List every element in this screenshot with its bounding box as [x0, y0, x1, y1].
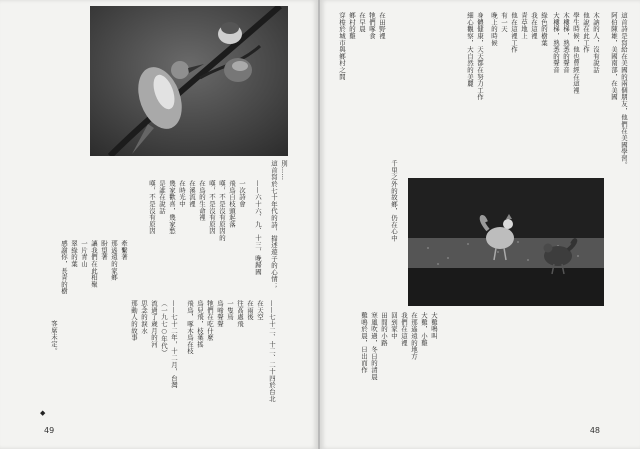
- text-column: 牽繫著: [120, 240, 128, 261]
- text-column: 一次詩會: [238, 180, 246, 208]
- text-column: 大雞，小雞: [420, 312, 428, 346]
- text-column: 別……: [280, 160, 288, 181]
- text-column: 有一天: [500, 12, 508, 33]
- text-column: 木樓梯，熟悉的聲音: [562, 12, 570, 74]
- text-column: 在雨後: [246, 300, 254, 321]
- page-number-left: 49: [44, 426, 55, 435]
- text-column: 在天空: [256, 300, 264, 321]
- text-column: 盼望著: [100, 240, 108, 261]
- text-column: 思念的淚水: [140, 300, 148, 334]
- text-column: 大樓梯，熟悉的聲音: [552, 12, 560, 74]
- text-column: 嘆，不是沒有原因: [148, 180, 156, 235]
- text-column: 細心觀察，大自然的美麗: [466, 12, 474, 87]
- text-column: 阿伯陳雄，美國南部，在美國: [610, 12, 618, 101]
- text-column: 在鳥的生命裡: [198, 180, 206, 221]
- text-column: 嘆，不是沒有原因: [208, 180, 216, 235]
- text-column: 在溪流裡: [188, 180, 196, 208]
- text-column: 讓我們在此相聚: [90, 240, 98, 288]
- text-column: 翠綠的葉: [70, 240, 78, 268]
- text-column: 牠們啄食: [368, 12, 376, 40]
- text-column: 晚上的時候: [490, 12, 498, 46]
- text-column: 穿梭於城市與鄉村之間: [338, 12, 346, 80]
- text-column: 綠色的樹葉: [540, 12, 548, 46]
- text-column: 一隻鳥: [226, 300, 234, 321]
- text-column: 千里之外的故鄉，仍在心中: [390, 160, 398, 242]
- text-column: （一九七○年代）: [160, 300, 168, 356]
- text-column: 是誰在說話: [158, 180, 166, 214]
- text-column: 飛鳥自枝頭起落: [228, 180, 236, 228]
- birds-illustration: [90, 6, 288, 156]
- text-column: 一片青山: [80, 240, 88, 268]
- text-column: 學生時候，他也曾經在這裡: [572, 12, 580, 94]
- text-column: 流過了歲月的河: [150, 300, 158, 348]
- text-column: 他在這裡工作: [510, 12, 518, 53]
- text-column: 那遙遠的家鄉: [110, 240, 118, 281]
- text-column: 在早晨: [358, 12, 366, 33]
- text-column: 在時光中: [178, 180, 186, 208]
- watermark-decoration: [6, 80, 72, 132]
- text-column: 飛鳥，啄木鳥在枝: [186, 300, 194, 355]
- text-column: ——七十二、十二、二十四於台北: [268, 300, 276, 402]
- text-column: ——七十二年，十二月，台灣: [170, 300, 178, 389]
- text-column: 鳥兒飛，枝葉搖: [196, 300, 204, 348]
- text-column: 鄉村的雞: [348, 12, 356, 40]
- left-page: [0, 0, 318, 449]
- text-column: 在田野裡: [378, 12, 386, 40]
- roosters-on-ground-photo: [408, 178, 604, 306]
- text-column: 鳥啼聲聲: [216, 300, 224, 328]
- text-column: 青草地上: [520, 12, 528, 40]
- text-column: 我在這裡: [530, 12, 538, 40]
- text-column: 幾家歡喜，幾家愁: [168, 180, 176, 235]
- text-column: 雞鳴於晨，日出而作: [360, 312, 368, 374]
- page-number-right: 48: [589, 426, 600, 435]
- diamond-bullet-icon: ◆: [40, 409, 46, 417]
- text-column: 這首詩是寫給在美國的兩個朋友，他們在美國學習。: [620, 12, 628, 169]
- text-column: 牠們在吃什麼: [206, 300, 214, 341]
- chickens-illustration: [408, 178, 604, 306]
- text-column: 感謝你，長青的樹: [60, 240, 68, 295]
- text-column: 田間的小路: [380, 312, 388, 346]
- text-column: 那動人的故事: [130, 300, 138, 341]
- text-column: 他說在此工作: [582, 12, 590, 53]
- text-column: ——六十六、九、十三，晚歸國: [254, 180, 262, 276]
- text-column: 這首寫於七十年代的詩，描述遊子的心情；: [270, 160, 278, 290]
- text-column: 大雞鳴叫: [430, 312, 438, 340]
- two-birds-on-branch-photo: [90, 6, 288, 156]
- text-column: 回到家中: [390, 312, 398, 340]
- text-column: 往高處飛: [236, 300, 244, 328]
- text-column: 在那遙遠的地方: [410, 312, 418, 360]
- text-column: 木訥的人，沒有說話: [592, 12, 600, 74]
- text-column: 客席未定。: [50, 320, 58, 354]
- text-column: 嘆，不是沒有原因的: [218, 180, 226, 242]
- text-column: 寒風吹過，冬日的清晨: [370, 312, 378, 380]
- text-column: 身體健康，天天都在努力工作: [476, 12, 484, 101]
- text-column: 我們在這裡: [400, 312, 408, 346]
